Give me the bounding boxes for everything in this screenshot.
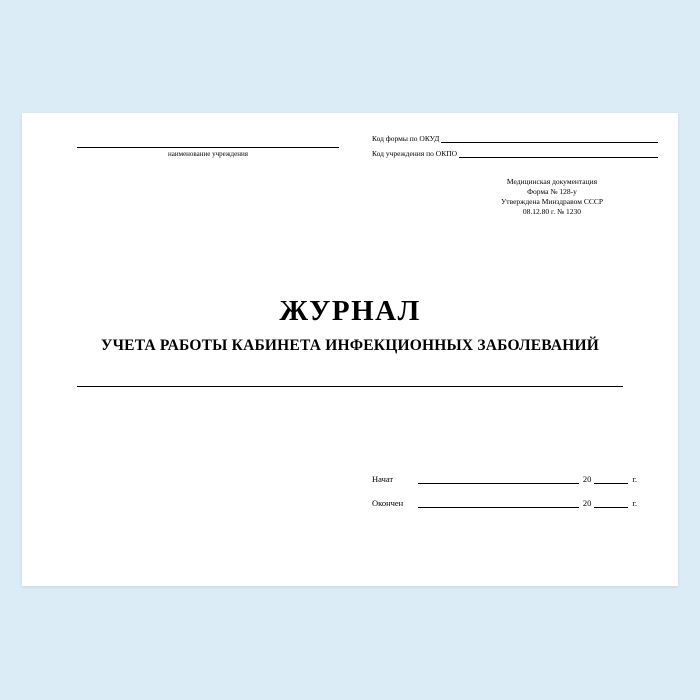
medical-documentation-block [452, 177, 652, 217]
institution-write-line[interactable] [77, 146, 339, 148]
document-title: ЖУРНАЛ [279, 295, 421, 327]
date-block [372, 473, 637, 521]
date-row-finished [372, 497, 637, 508]
date-year-suffix-started: г. [632, 474, 637, 484]
institution-caption: наименование учреждения [168, 150, 248, 158]
document-subtitle: УЧЕТА РАБОТЫ КАБИНЕТА ИНФЕКЦИОННЫХ ЗАБОЛЕВАНИЙ [101, 337, 599, 354]
date-row-started [372, 473, 637, 484]
title-divider [77, 385, 623, 387]
date-year-prefix-started: 20 [582, 474, 592, 484]
date-fill-started[interactable] [418, 473, 579, 484]
code-row-okud [372, 133, 658, 143]
date-year-line-started[interactable] [594, 473, 628, 484]
document-page [22, 113, 678, 586]
code-line-okpo[interactable] [459, 148, 658, 158]
institution-block [77, 146, 339, 158]
date-year-suffix-finished: г. [632, 498, 637, 508]
code-row-okpo [372, 148, 658, 158]
meddoc-line-2: Форма № 128-у [527, 187, 577, 196]
code-label-okpo: Код учреждения по ОКПО [372, 149, 458, 158]
date-year-prefix-finished: 20 [582, 498, 592, 508]
document-content [22, 113, 678, 586]
date-label-finished: Окончен [372, 498, 404, 508]
meddoc-line-3: Утверждена Минздравом СССР [500, 197, 604, 206]
code-line-okud[interactable] [441, 133, 658, 143]
code-label-okud: Код формы по ОКУД [372, 134, 440, 143]
meddoc-line-4: 08.12.80 г. № 1230 [522, 207, 582, 216]
form-codes-block [372, 133, 658, 163]
meddoc-line-1: Медицинская документация [506, 177, 598, 186]
date-fill-finished[interactable] [418, 497, 579, 508]
date-label-started: Начат [372, 474, 394, 484]
date-year-line-finished[interactable] [594, 497, 628, 508]
